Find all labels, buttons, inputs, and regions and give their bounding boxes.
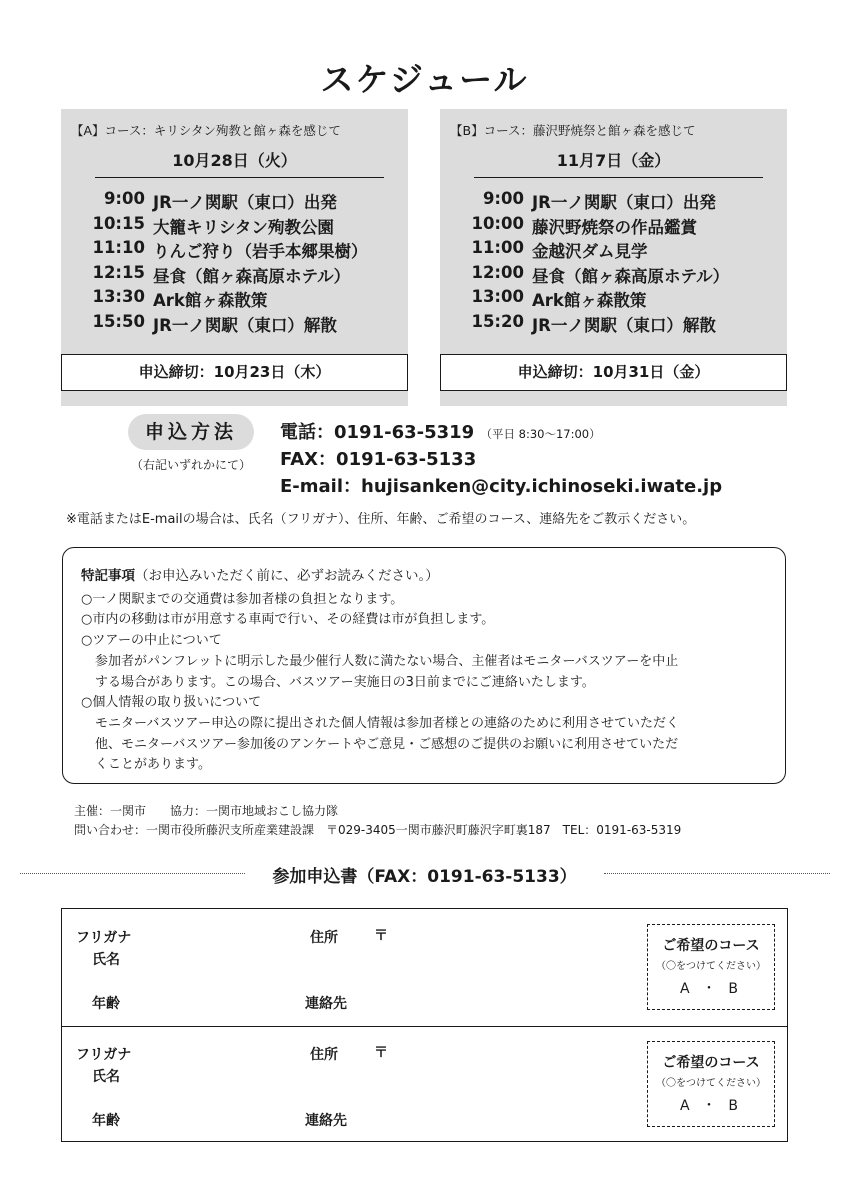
course-a-heading: 【A】コース：キリシタン殉教と館ヶ森を感じて bbox=[71, 123, 341, 138]
course-choice-box[interactable] bbox=[647, 924, 775, 1010]
contact-label: 連絡先 bbox=[305, 996, 347, 1012]
schedule-row: 13:30 Ark館ヶ森散策 bbox=[92, 287, 268, 310]
course-b-heading: 【B】コース：藤沢野焼祭と館ヶ森を感じて bbox=[450, 123, 696, 138]
course-choice-box[interactable] bbox=[647, 1041, 775, 1127]
furigana-label: フリガナ bbox=[76, 930, 132, 946]
notice-line: 参加者がパンフレットに明示した最少催行人数に満たない場合、主催者はモニターバスツアーを中止 bbox=[95, 654, 679, 669]
course-a-box bbox=[61, 109, 408, 406]
notice-line: ○個人情報の取り扱いについて bbox=[81, 695, 262, 710]
course-b-deadline: 申込締切：10月31日（金） bbox=[440, 354, 787, 391]
contact-email: E-mail：hujisanken@city.ichinoseki.iwate.jp bbox=[280, 476, 723, 497]
application-method-sublabel: （右記いずれかにて） bbox=[130, 458, 251, 472]
name-label: 氏名 bbox=[92, 952, 120, 968]
schedule-row: 12:15 昼食（館ヶ森高原ホテル） bbox=[92, 262, 351, 286]
furigana-label: フリガナ bbox=[76, 1047, 132, 1063]
address-label: 住所 bbox=[310, 930, 338, 946]
course-a-divider bbox=[95, 177, 384, 178]
course-choice-note: （〇をつけてください） bbox=[656, 1078, 766, 1089]
schedule-row: 9:00 JR一ノ関駅（東口）出発 bbox=[103, 189, 337, 212]
notice-line: ○市内の移動は市が用意する車両で行い、その経費は市が負担します。 bbox=[81, 612, 495, 627]
course-b-box bbox=[440, 109, 787, 406]
inquiry-line: 問い合わせ：一関市役所藤沢支所産業建設課 〒029-3405一関市藤沢町藤沢字町裏187 TEL：0191-63-5319 bbox=[74, 823, 682, 837]
age-label: 年齢 bbox=[92, 1113, 120, 1129]
form-title: 参加申込書（FAX：0191-63-5133） bbox=[0, 862, 849, 887]
contact-label: 連絡先 bbox=[305, 1113, 347, 1129]
course-a-deadline: 申込締切：10月23日（木） bbox=[61, 354, 408, 391]
postal-mark: 〒 bbox=[374, 1045, 388, 1061]
notice-line: くことがあります。 bbox=[95, 757, 211, 772]
application-note: ※電話またはE-mailの場合は、氏名（フリガナ）、住所、年齢、ご希望のコース、連絡先をご教示ください。 bbox=[66, 512, 696, 527]
course-choice-title: ご希望のコース bbox=[662, 1055, 760, 1071]
notice-line: する場合があります。この場合、バスツアー実施日の3日前までにご連絡いたします。 bbox=[95, 675, 595, 690]
postal-mark: 〒 bbox=[374, 928, 388, 944]
schedule-row: 10:00 藤沢野焼祭の作品鑑賞 bbox=[471, 213, 697, 237]
schedule-row: 11:00 金越沢ダム見学 bbox=[471, 238, 648, 261]
course-choice-options[interactable]: A ・ B bbox=[679, 1098, 743, 1114]
address-label: 住所 bbox=[310, 1047, 338, 1063]
schedule-row: 15:20 JR一ノ関駅（東口）解散 bbox=[471, 311, 716, 335]
course-b-schedule bbox=[440, 189, 787, 336]
course-choice-title: ご希望のコース bbox=[662, 938, 760, 954]
application-form bbox=[61, 908, 788, 1142]
course-choice-note: （〇をつけてください） bbox=[656, 961, 766, 972]
notice-title: 特記事項（お申込みいただく前に、必ずお読みください。） bbox=[81, 568, 439, 584]
notice-line: 他、モニターバスツアー参加後のアンケートやご意見・ご感想のご提供のお願いに利用させていただ bbox=[95, 737, 679, 752]
page-title: スケジュール bbox=[320, 60, 529, 99]
notice-line: モニターバスツアー申込の際に提出された個人情報は参加者様との連絡のために利用させていただく bbox=[95, 716, 679, 731]
schedule-row: 10:15 大籠キリシタン殉教公園 bbox=[92, 213, 334, 237]
schedule-row: 13:00 Ark館ヶ森散策 bbox=[471, 287, 647, 310]
course-a-date: 10月28日（火） bbox=[172, 151, 297, 170]
phone-number: 電話：0191-63-5319 bbox=[280, 422, 475, 443]
contact-phone bbox=[280, 418, 601, 444]
name-label: 氏名 bbox=[92, 1069, 120, 1085]
contact-fax: FAX：0191-63-5133 bbox=[280, 449, 477, 470]
notice-line: ○ツアーの中止について bbox=[81, 633, 222, 648]
schedule-row: 15:50 JR一ノ関駅（東口）解散 bbox=[92, 311, 337, 335]
course-choice-options[interactable]: A ・ B bbox=[679, 981, 743, 997]
notice-line: ○一ノ関駅までの交通費は参加者様の負担となります。 bbox=[81, 592, 404, 607]
course-b-date: 11月7日（金） bbox=[556, 151, 671, 170]
notice-box bbox=[62, 547, 786, 784]
schedule-row: 9:00 JR一ノ関駅（東口）出発 bbox=[482, 189, 716, 212]
age-label: 年齢 bbox=[92, 996, 120, 1012]
phone-hours: （平日 8:30～17:00） bbox=[480, 427, 601, 441]
schedule-row: 12:00 昼食（館ヶ森高原ホテル） bbox=[471, 262, 730, 286]
course-a-schedule bbox=[61, 189, 408, 336]
organizer-line: 主催：一関市 協力：一関市地域おこし協力隊 bbox=[74, 804, 339, 818]
schedule-row: 11:10 りんご狩り（岩手本郷果樹） bbox=[92, 238, 368, 261]
form-row-divider bbox=[62, 1026, 787, 1027]
application-method-badge: 申込方法 bbox=[128, 414, 254, 450]
course-b-divider bbox=[474, 177, 763, 178]
